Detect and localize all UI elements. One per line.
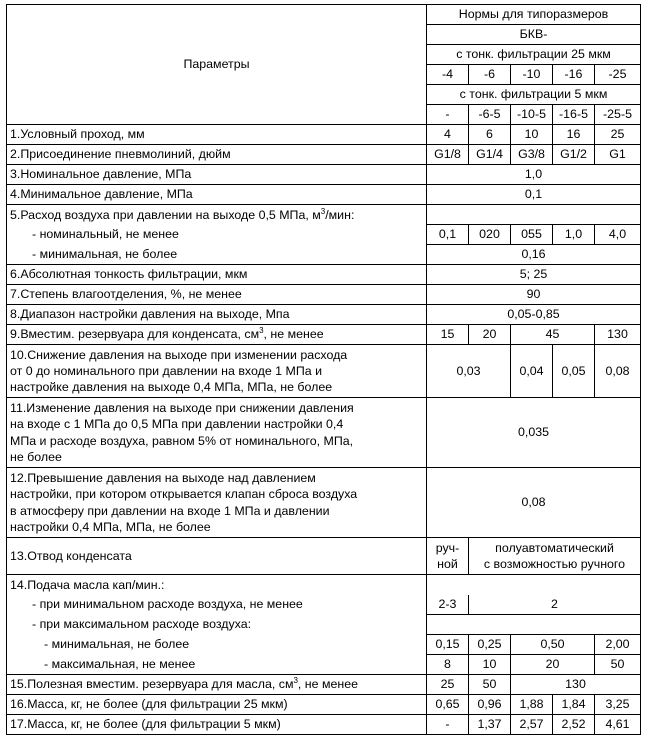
value-cell: 15 <box>427 325 469 345</box>
row-14-minimal <box>7 635 641 655</box>
row-5 <box>7 205 641 225</box>
value-cell: 90 <box>427 285 641 305</box>
row-label: 9.Вместим. резервуара для конденсата, $см^3$, не менее <box>7 325 427 345</box>
row-14-max-flow <box>7 615 641 635</box>
value-cell: 1,37 <box>469 715 511 735</box>
value-cell: 2,00 <box>595 635 641 655</box>
row-label: - при минимальном расходе воздуха, не менее <box>7 595 427 615</box>
row-12 <box>7 468 641 538</box>
value-cell: 0,08 <box>595 345 641 398</box>
row-label: 6.Абсолютная тонкость фильтрации, мкм <box>7 265 427 285</box>
value-cell: 0,035 <box>427 398 641 468</box>
value-cell: 0,1 <box>427 225 469 245</box>
spacer-cell <box>427 615 641 635</box>
value-cell: 0,96 <box>469 695 511 715</box>
value-cell: G1/2 <box>553 145 595 165</box>
value-cell: полуавтоматический с возможностью ручного <box>469 538 641 575</box>
value-cell: 1,88 <box>511 695 553 715</box>
size-cell: -25 <box>595 65 641 85</box>
size-cell: - <box>427 105 469 125</box>
row-label: 14.Подача масла кап/мин.: <box>7 575 427 595</box>
value-cell: 1,0 <box>427 165 641 185</box>
value-cell: 25 <box>595 125 641 145</box>
row-5-minimal <box>7 245 641 265</box>
value-cell: 130 <box>511 675 641 695</box>
value-cell: 0,05 <box>553 345 595 398</box>
size-cell: -10 <box>511 65 553 85</box>
value-cell: 4,61 <box>595 715 641 735</box>
size-cell: -10-5 <box>511 105 553 125</box>
size-cell: -4 <box>427 65 469 85</box>
value-cell: 2 <box>469 595 641 615</box>
row-label: 16.Масса, кг, не более (для фильтрации 25 мкм) <box>7 695 427 715</box>
spacer-cell <box>427 575 641 595</box>
value-cell: 3,25 <box>595 695 641 715</box>
row-9 <box>7 325 641 345</box>
value-cell: 4 <box>427 125 469 145</box>
value-cell: 2,57 <box>511 715 553 735</box>
row-label: - максимальная, не менее <box>7 655 427 675</box>
spec-table <box>6 4 641 735</box>
row-label: - минимальная, не более <box>7 245 427 265</box>
filter5-header: с тонк. фильтрации 5 мкм <box>427 85 641 105</box>
value-cell: G1 <box>595 145 641 165</box>
value-cell: 45 <box>511 325 595 345</box>
value-cell: руч- ной <box>427 538 469 575</box>
value-cell: 0,08 <box>427 468 641 538</box>
value-cell: 1,84 <box>553 695 595 715</box>
size-cell: -16-5 <box>553 105 595 125</box>
value-cell: G3/8 <box>511 145 553 165</box>
size-cell: -16 <box>553 65 595 85</box>
row-label: 7.Степень влагоотделения, %, не менее <box>7 285 427 305</box>
value-cell: 2,52 <box>553 715 595 735</box>
row-label: 8.Диапазон настройки давления на выходе, Мпа <box>7 305 427 325</box>
value-cell: 2-3 <box>427 595 469 615</box>
row-14-maximal <box>7 655 641 675</box>
value-cell: 0,03 <box>427 345 511 398</box>
row-4 <box>7 185 641 205</box>
value-cell: 0,05-0,85 <box>427 305 641 325</box>
size-cell: -25-5 <box>595 105 641 125</box>
row-label: 17.Масса, кг, не более (для фильтрации 5 мкм) <box>7 715 427 735</box>
size-cell: -6-5 <box>469 105 511 125</box>
value-cell: - <box>427 715 469 735</box>
value-cell: 10 <box>511 125 553 145</box>
norms-header: Нормы для типоразмеров <box>427 5 641 25</box>
row-label: 10.Снижение давления на выходе при изменении расхода от 0 до номинального при давлении на входе 1 МПа и настройке давления на выходе 0,4 МПа, МПа, не более <box>7 345 427 398</box>
value-cell: 6 <box>469 125 511 145</box>
value-cell: 0,1 <box>427 185 641 205</box>
row-6 <box>7 265 641 285</box>
row-label: - номинальный, не менее <box>7 225 427 245</box>
row-11 <box>7 398 641 468</box>
filter25-header: с тонк. фильтрации 25 мкм <box>427 45 641 65</box>
value-cell: 130 <box>595 325 641 345</box>
row-15 <box>7 675 641 695</box>
value-cell: G1/8 <box>427 145 469 165</box>
row-14 <box>7 575 641 595</box>
value-cell: 0,16 <box>427 245 641 265</box>
value-cell: 20 <box>469 325 511 345</box>
value-cell: 20 <box>511 655 595 675</box>
row-label: 5.Расход воздуха при давлении на выходе 0,5 МПа, $м^3$/мин: <box>7 205 427 225</box>
value-cell: 10 <box>469 655 511 675</box>
value-cell: 8 <box>427 655 469 675</box>
row-16 <box>7 695 641 715</box>
row-label: 11.Изменение давления на выходе при снижении давления на входе с 1 МПа до 0,5 МПа при давлении настройки 0,4 МПа и расходе воздуха, равном 5% от номинального, МПа, не более <box>7 398 427 468</box>
value-cell: 0,15 <box>427 635 469 655</box>
value-cell: 0,04 <box>511 345 553 398</box>
size-cell: -6 <box>469 65 511 85</box>
row-label: 3.Номинальное давление, МПа <box>7 165 427 185</box>
row-1 <box>7 125 641 145</box>
value-cell: 020 <box>469 225 511 245</box>
value-cell: G1/4 <box>469 145 511 165</box>
row-8 <box>7 305 641 325</box>
value-cell: 0,50 <box>511 635 595 655</box>
value-cell: 16 <box>553 125 595 145</box>
value-cell: 0,65 <box>427 695 469 715</box>
row-label: 13.Отвод конденсата <box>7 538 427 575</box>
row-label: 4.Минимальное давление, МПа <box>7 185 427 205</box>
row-5-nominal <box>7 225 641 245</box>
row-label: 1.Условный проход, мм <box>7 125 427 145</box>
row-3 <box>7 165 641 185</box>
row-10 <box>7 345 641 398</box>
spacer-cell <box>427 205 641 225</box>
value-cell: 1,0 <box>553 225 595 245</box>
value-cell: 25 <box>427 675 469 695</box>
value-cell: 055 <box>511 225 553 245</box>
row-label: - при максимальном расходе воздуха: <box>7 615 427 635</box>
row-17 <box>7 715 641 735</box>
row-label: 12.Превышение давления на выходе над давлением настройки, при котором открывается клапан сброса воздуха в атмосферу при давлении на входе 1 МПа и давлении настройки 0,4 МПа, МПа, не более <box>7 468 427 538</box>
row-7 <box>7 285 641 305</box>
value-cell: 50 <box>469 675 511 695</box>
value-cell: 5; 25 <box>427 265 641 285</box>
row-label: - минимальная, не более <box>7 635 427 655</box>
row-label: 15.Полезная вместим. резервуара для масла, $см^3$, не менее <box>7 675 427 695</box>
row-2 <box>7 145 641 165</box>
row-13 <box>7 538 641 575</box>
value-cell: 4,0 <box>595 225 641 245</box>
value-cell: 0,25 <box>469 635 511 655</box>
row-14-min-flow <box>7 595 641 615</box>
series-header: БКВ- <box>427 25 641 45</box>
value-cell: 50 <box>595 655 641 675</box>
params-header: Параметры <box>7 5 427 125</box>
row-label: 2.Присоединение пневмолиний, дюйм <box>7 145 427 165</box>
